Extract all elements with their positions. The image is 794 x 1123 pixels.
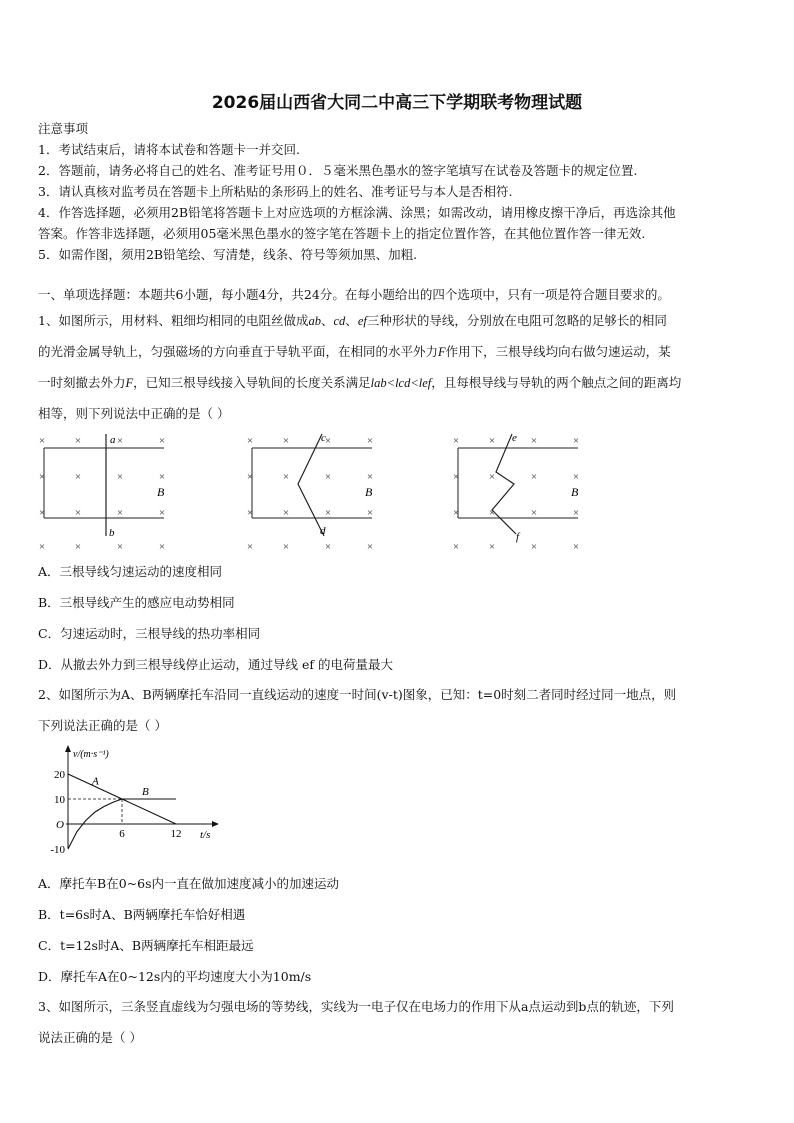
figure-ab <box>39 434 165 553</box>
field-cross: × <box>572 471 580 483</box>
field-cross: × <box>452 541 460 553</box>
q1-line-2 <box>38 344 758 360</box>
var-ab: ab <box>308 314 321 328</box>
field-cross: × <box>324 541 332 553</box>
field-cross: × <box>366 435 374 447</box>
field-cross: × <box>488 507 496 519</box>
q2-line-2: 下列说法正确的是（ ） <box>38 718 167 733</box>
field-cross: × <box>324 507 332 519</box>
field-cross: × <box>366 471 374 483</box>
notice-item: 3．请认真核对监考员在答题卡上所粘贴的条形码上的姓名、准考证号与本人是否相符. <box>38 184 513 199</box>
field-cross: × <box>38 507 46 519</box>
q1-line-3 <box>38 375 758 391</box>
field-cross: × <box>38 541 46 553</box>
q1-text: ，且每根导线与导轨的两个触点之间的距离均 <box>431 375 682 390</box>
field-cross: × <box>530 435 538 447</box>
field-cross: × <box>572 541 580 553</box>
x-axis-label: t/s <box>200 829 211 841</box>
figure-ef <box>453 432 579 553</box>
notice-item: 5．如需作图，须用2B铅笔绘、写清楚，线条、符号等须加黑、加粗. <box>38 247 418 262</box>
field-label-B: B <box>365 485 373 499</box>
q1-option-d: D．从撤去外力到三根导线停止运动，通过导线 ef 的电荷量最大 <box>38 657 393 672</box>
field-cross: × <box>38 471 46 483</box>
field-cross: × <box>488 435 496 447</box>
y-tick-label: -10 <box>50 844 65 856</box>
x-tick-label: 12 <box>170 828 182 840</box>
q2-option-a: A．摩托车B在0~6s内一直在做加速度减小的加速运动 <box>38 876 340 891</box>
notice-heading: 注意事项 <box>38 121 89 136</box>
label-f: f <box>516 531 520 543</box>
q1-figures <box>30 428 630 558</box>
field-cross: × <box>74 507 82 519</box>
field-cross: × <box>246 435 254 447</box>
q2-line-1: 2、如图所示为A、B两辆摩托车沿同一直线运动的速度一时间(v-t)图象，已知：t=0时刻二者同时经过同一地点，则 <box>38 687 677 702</box>
field-label-B: B <box>157 485 165 499</box>
field-cross: × <box>366 507 374 519</box>
wire-ef <box>492 434 516 534</box>
field-cross: × <box>324 435 332 447</box>
q3-line-2: 说法正确的是（ ） <box>38 1030 142 1045</box>
field-cross: × <box>246 471 254 483</box>
q1-text: 三种形状的导线，分别放在电阻可忽略的足够长的相同 <box>366 313 667 328</box>
series-label-A: A <box>92 775 99 788</box>
field-cross: × <box>530 507 538 519</box>
series-label-B: B <box>142 786 149 798</box>
field-cross: × <box>158 435 166 447</box>
notice-item: 1．考试结束后，请将本试卷和答题卡一并交回. <box>38 142 300 157</box>
q2-option-c: C．t=12s时A、B两辆摩托车相距最远 <box>38 938 254 953</box>
q1-text: 作用下，三根导线均向右做匀速运动，某 <box>445 344 671 359</box>
field-cross: × <box>246 507 254 519</box>
field-cross: × <box>452 471 460 483</box>
q2-option-b: B．t=6s时A、B两辆摩托车恰好相遇 <box>38 907 246 922</box>
field-cross: × <box>246 541 254 553</box>
field-cross: × <box>572 435 580 447</box>
field-cross: × <box>324 471 332 483</box>
field-cross: × <box>572 507 580 519</box>
field-cross: × <box>488 541 496 553</box>
label-c: c <box>321 432 326 444</box>
notice-item: 答案。作答非选择题，必须用05毫米黑色墨水的签字笔在答题卡上的指定位置作答，在其他位置作答一律无效. <box>38 226 646 241</box>
q2-option-d: D．摩托车A在0~12s内的平均速度大小为10m/s <box>38 969 312 984</box>
sep: 、 <box>320 313 334 328</box>
q1-text: 一时刻撤去外力 <box>38 375 126 390</box>
label-a: a <box>110 434 116 446</box>
var-F: F <box>125 376 134 390</box>
x-axis-arrow <box>212 821 219 827</box>
sep: 、 <box>345 313 358 328</box>
field-cross: × <box>282 435 290 447</box>
field-cross: × <box>282 471 290 483</box>
field-cross: × <box>452 435 460 447</box>
field-cross: × <box>38 435 46 447</box>
field-cross: × <box>116 541 124 553</box>
field-cross: × <box>74 471 82 483</box>
q1-text: ，已知三根导线接入导轨间的长度关系满足 <box>133 375 371 390</box>
field-cross: × <box>116 471 124 483</box>
var-F: F <box>438 345 446 359</box>
field-label-B: B <box>571 485 579 499</box>
length-relation: lab<lcd<lef <box>370 376 432 390</box>
field-cross: × <box>158 507 166 519</box>
field-cross: × <box>158 471 166 483</box>
q1-option-b: B．三根导线产生的感应电动势相同 <box>38 595 235 610</box>
field-cross: × <box>530 541 538 553</box>
q2-vt-chart <box>48 742 228 860</box>
field-cross: × <box>158 541 166 553</box>
var-ef: ef <box>357 314 367 328</box>
page-title: 2026届山西省大同二中高三下学期联考物理试题 <box>211 93 583 113</box>
field-cross: × <box>74 435 82 447</box>
origin-label: O <box>56 819 64 831</box>
q1-option-a: A．三根导线匀速运动的速度相同 <box>38 564 223 579</box>
q3-line-1: 3、如图所示，三条竖直虚线为匀强电场的等势线，实线为一电子仅在电场力的作用下从a点运动到b点的轨迹，下列 <box>38 999 674 1014</box>
y-tick-label: 10 <box>54 794 65 806</box>
y-tick-label: 20 <box>54 769 65 781</box>
section-heading: 一、单项选择题：本题共6小题，每小题4分，共24分。在每小题给出的四个选项中，只有一项是符合题目要求的。 <box>38 287 670 302</box>
q1-line-1 <box>38 313 758 329</box>
field-cross: × <box>116 435 124 447</box>
field-cross: × <box>282 507 290 519</box>
q1-text: 的光滑金属导轨上，匀强磁场的方向垂直于导轨平面，在相同的水平外力 <box>38 344 439 359</box>
label-d: d <box>320 525 326 537</box>
field-cross: × <box>74 541 82 553</box>
notice-item: 2．答题前，请务必将自己的姓名、准考证号用０．５毫米黑色墨水的签字笔填写在试卷及答题卡的规定位置. <box>38 163 638 178</box>
label-e: e <box>512 432 517 444</box>
q1-option-c: C．匀速运动时，三根导线的热功率相同 <box>38 626 261 641</box>
field-cross: × <box>488 471 496 483</box>
wire-cd <box>298 434 324 536</box>
q1-line-4: 相等，则下列说法中正确的是（ ） <box>38 406 230 421</box>
field-cross: × <box>116 507 124 519</box>
notice-item: 4．作答选择题，必须用2B铅笔将答题卡上对应选项的方框涂满、涂黑；如需改动，请用橡皮擦干净后，再选涂其他 <box>38 205 676 220</box>
figure-cd <box>247 432 373 553</box>
var-cd: cd <box>333 314 346 328</box>
y-axis-label: v/(m·s⁻¹) <box>73 749 109 760</box>
q1-text: 1、如图所示，用材料、粗细均相同的电阻丝做成 <box>38 313 309 328</box>
label-b: b <box>109 527 115 539</box>
y-axis-arrow <box>65 745 71 752</box>
field-cross: × <box>366 541 374 553</box>
field-cross: × <box>452 507 460 519</box>
field-cross: × <box>530 471 538 483</box>
field-cross: × <box>282 541 290 553</box>
x-tick-label: 6 <box>119 828 125 840</box>
